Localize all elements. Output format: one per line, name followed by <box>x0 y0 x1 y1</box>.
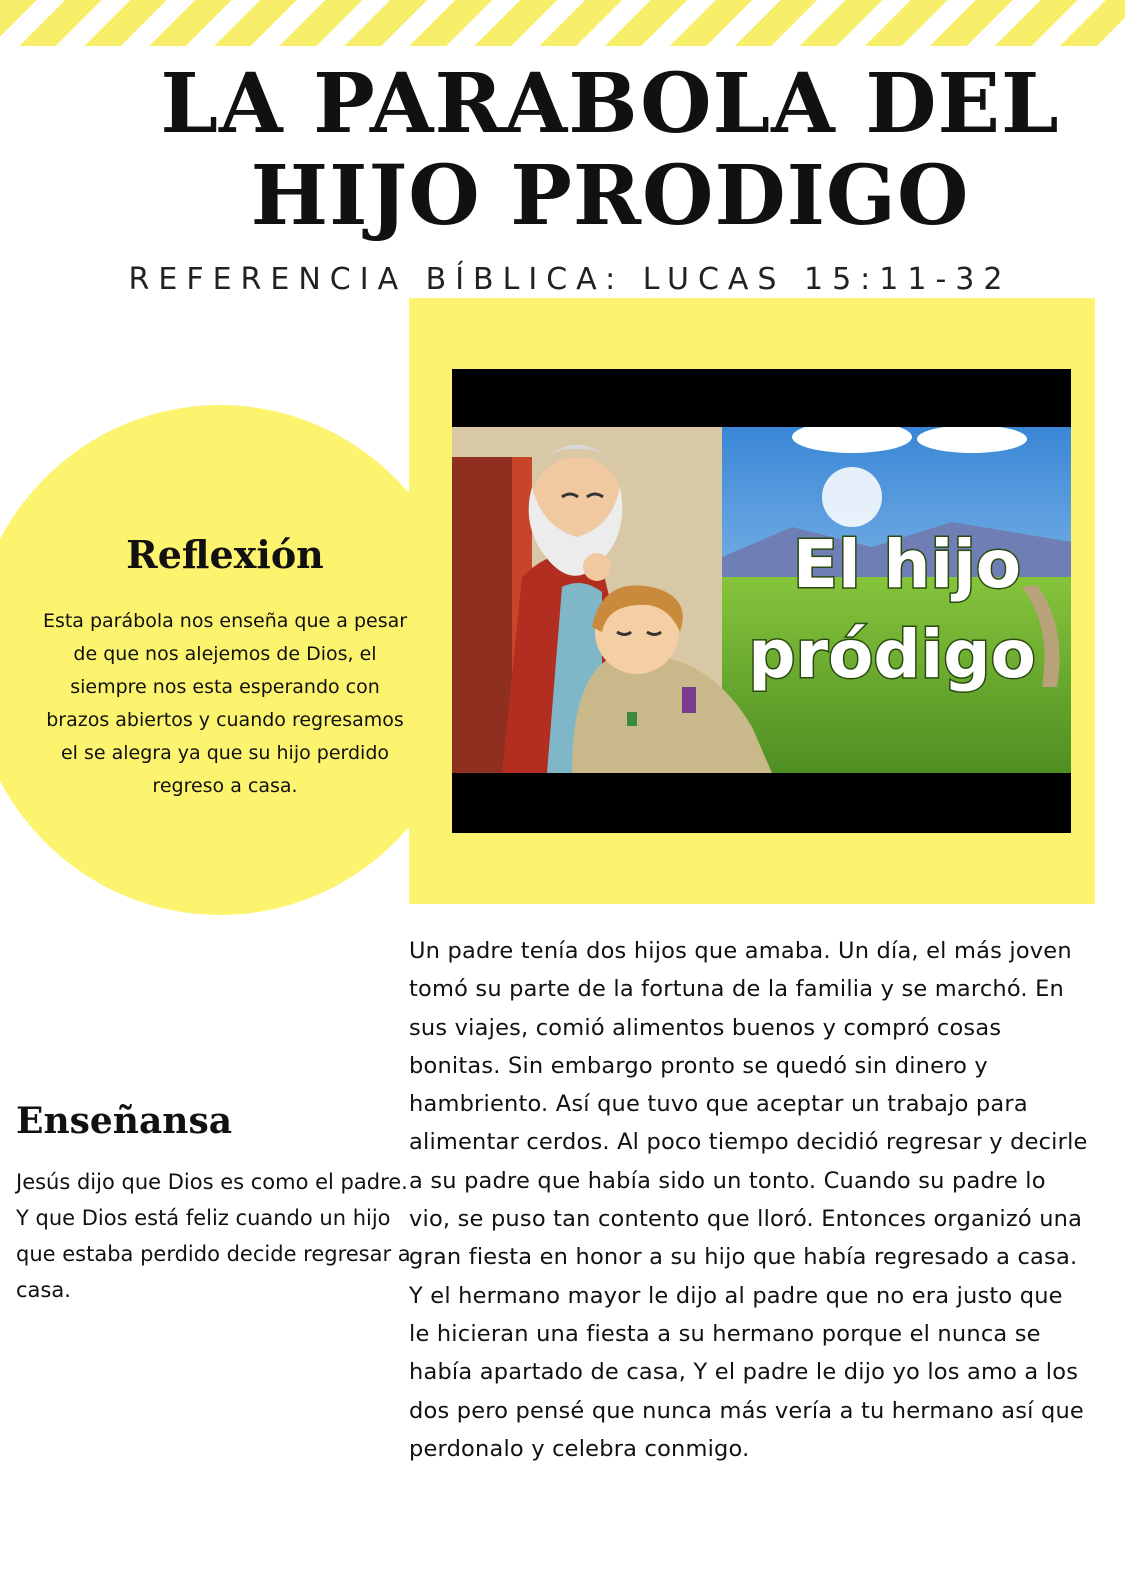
reflexion-heading: Reflexión <box>126 532 324 577</box>
prodigal-son-illustration <box>452 369 1071 833</box>
ensenansa-text: Jesús dijo que Dios es como el padre. Y que Dios está feliz cuando un hijo que estaba perdido decide regresar a casa. <box>16 1170 411 1302</box>
illustration-title-line-2: pródigo <box>748 616 1036 693</box>
reflexion-text: Esta parábola nos enseña que a pesar de que nos alejemos de Dios, el siempre nos esta esperando con brazos abiertos y cuando regresamos el se alegra ya que su hijo perdido regreso a casa. <box>42 610 408 797</box>
page-title <box>140 58 1080 242</box>
title-line-2: HIJO PRODIGO <box>250 148 970 244</box>
title-line-1: LA PARABOLA DEL <box>160 56 1060 152</box>
ensenansa-heading: Enseñansa <box>16 1100 233 1142</box>
striped-banner <box>0 0 1125 46</box>
bible-reference: REFERENCIA BÍBLICA: LUCAS 15:11-32 <box>128 262 1012 297</box>
illustration-art <box>452 427 1071 773</box>
story-text: Un padre tenía dos hijos que amaba. Un día, el más joven tomó su parte de la fortuna de la familia y se marchó. En sus viajes, comió alimentos buenos y compró cosas bonitas. Sin embargo pronto se quedó sin dinero y hambriento. Así que tuvo que aceptar un trabajo para alimentar cerdos. Al poco tiempo decidió regresar y decirle a su padre que había sido un tonto. Cuando su padre lo vio, se puso tan contento que lloró. Entonces organizó una gran fiesta en honor a su hijo que había regresado a casa. Y el hermano mayor le dijo al padre que no era justo que le hicieran una fiesta a su hermano porque el nunca se había apartado de casa, Y el padre le dijo yo los amo a los dos pero pensé que nunca más vería a tu hermano así que perdonalo y celebra conmigo. <box>409 938 1088 1462</box>
illustration-title-line-1: El hijo <box>792 526 1022 603</box>
